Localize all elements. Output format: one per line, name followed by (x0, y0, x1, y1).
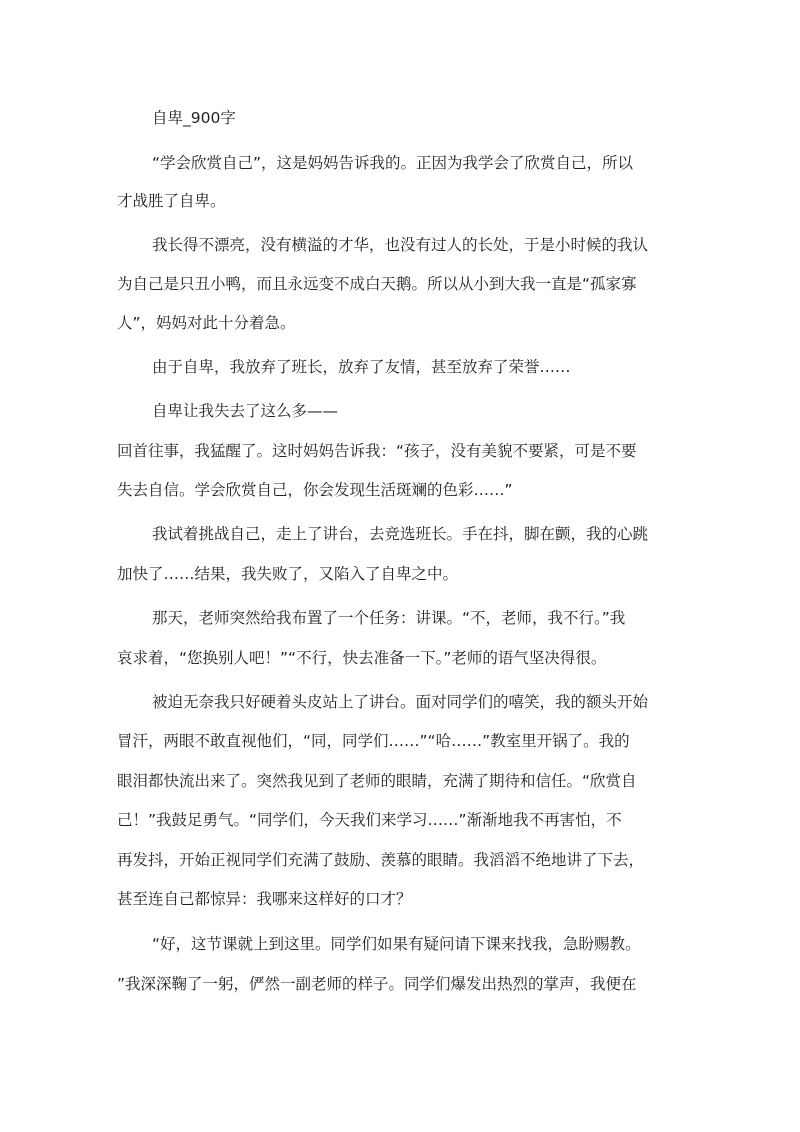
paragraph-line: 甚至连自己都惊异：我哪来这样好的口才？ (117, 890, 412, 908)
paragraph-line: 失去自信。学会欣赏自己，你会发现生活斑斓的色彩……” (117, 481, 513, 499)
paragraph-line: 己！”我鼓足勇气。“同学们，今天我们来学习……”渐渐地我不再害怕，不 (117, 811, 622, 829)
paragraph-line: 加快了……结果，我失败了，又陷入了自卑之中。 (117, 565, 459, 583)
paragraph-line: 我长得不漂亮，没有横溢的才华，也没有过人的长处，于是小时候的我认 (152, 236, 649, 254)
paragraph-line: 为自己是只丑小鸭，而且永远变不成白天鹅。所以从小到大我一直是“孤家寡 (117, 275, 637, 293)
paragraph-line: 才战胜了自卑。 (117, 192, 226, 210)
paragraph-line: 冒汗，两眼不敢直视他们，“同，同学们……”“哈……”教室里开锅了。我的 (117, 732, 630, 750)
paragraph-line: 被迫无奈我只好硬着头皮站上了讲台。面对同学们的嘻笑，我的额头开始 (152, 693, 649, 711)
paragraph-line: 我试着挑战自己，走上了讲台，去竞选班长。手在抖，脚在颤，我的心跳 (152, 525, 649, 543)
paragraph-line: 再发抖，开始正视同学们充满了鼓励、羡慕的眼睛。我滔滔不绝地讲了下去， (117, 851, 645, 869)
document-title: 自卑_900字 (152, 109, 236, 127)
paragraph-line: ”我深深鞠了一躬，俨然一副老师的样子。同学们爆发出热烈的掌声，我便在 (117, 975, 637, 993)
paragraph-line: “学会欣赏自己”，这是妈妈告诉我的。正因为我学会了欣赏自己，所以 (152, 154, 634, 172)
paragraph-line: 那天，老师突然给我布置了一个任务：讲课。“不，老师，我不行。”我 (152, 609, 626, 627)
paragraph-line: 回首往事，我猛醒了。这时妈妈告诉我：“孩子，没有美貌不要紧，可是不要 (117, 442, 637, 460)
paragraph-line: 自卑让我失去了这么多—— (152, 402, 339, 420)
paragraph-line: 人”，妈妈对此十分着急。 (117, 314, 296, 332)
paragraph-line: 由于自卑，我放弃了班长，放弃了友情，甚至放弃了荣誉…… (152, 358, 571, 376)
paragraph-line: 眼泪都快流出来了。突然我见到了老师的眼睛，充满了期待和信任。“欣赏自 (117, 772, 637, 790)
paragraph-line: “好，这节课就上到这里。同学们如果有疑问请下课来找我，急盼赐教。 (152, 935, 641, 953)
paragraph-line: 哀求着，“您换别人吧！”“不行，快去准备一下。”老师的语气坚决得很。 (117, 649, 607, 667)
